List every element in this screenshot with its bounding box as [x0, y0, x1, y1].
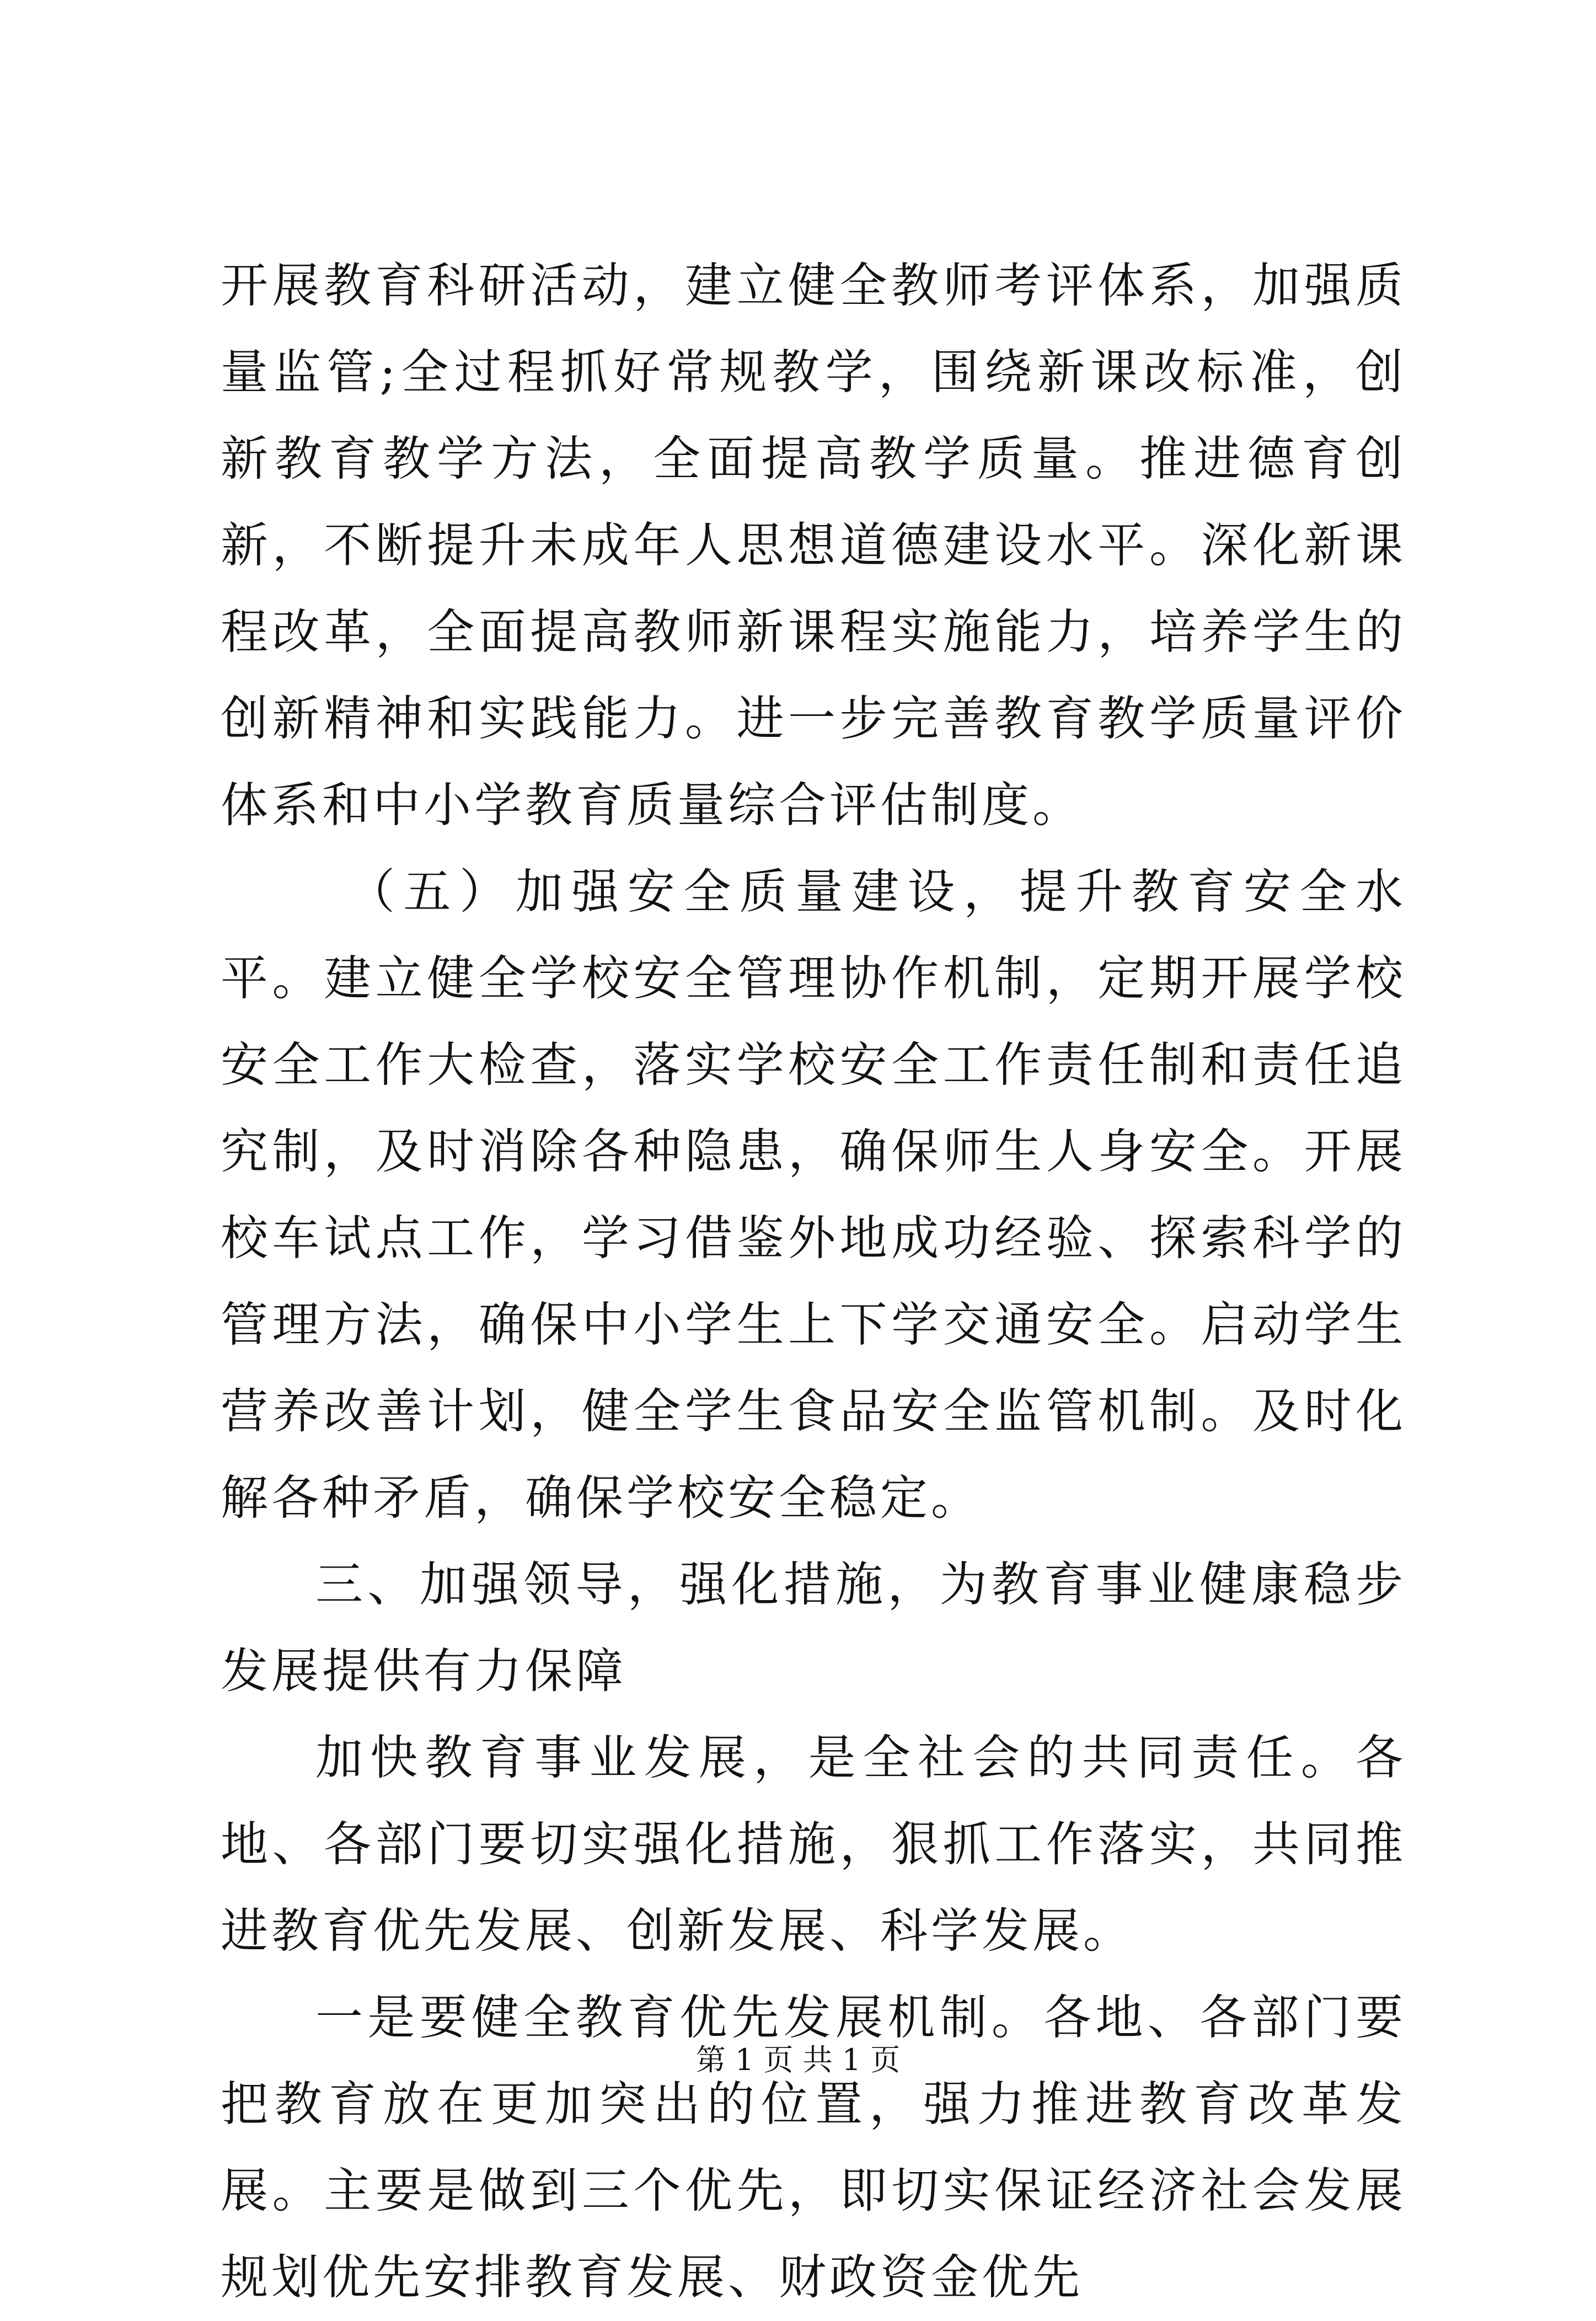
- section-heading-leadership: 三、加强领导，强化措施，为教育事业健康稳步发展提供有力保障: [221, 1557, 1406, 1699]
- page-footer: 第 1 页 共 1 页: [695, 2042, 901, 2077]
- paragraph-shared-responsibility: 加快教育事业发展，是全社会的共同责任。各地、各部门要切实强化措施，狠抓工作落实，共同推进教育优先发展、创新发展、科学发展。: [221, 1730, 1406, 1959]
- document-body: [221, 243, 1406, 2321]
- paragraph-priority-mechanism: 一是要健全教育优先发展机制。各地、各部门要把教育放在更加突出的位置，强力推进教育改革发展。主要是做到三个优先，即切实保证经济社会发展规划优先安排教育发展、财政资金优先: [221, 1990, 1406, 2305]
- paragraph-teaching-quality: 开展教育科研活动，建立健全教师考评体系，加强质量监管;全过程抓好常规教学，围绕新课改标准，创新教育教学方法，全面提高教学质量。推进德育创新，不断提升未成年人思想道德建设水平。深化新课程改革，全面提高教师新课程实施能力，培养学生的创新精神和实践能力。进一步完善教育教学质量评价体系和中小学教育质量综合评估制度。: [221, 258, 1406, 833]
- paragraph-safety-section: （五）加强安全质量建设，提升教育安全水平。建立健全学校安全管理协作机制，定期开展学校安全工作大检查，落实学校安全工作责任制和责任追究制，及时消除各种隐患，确保师生人身安全。开展校车试点工作，学习借鉴外地成功经验、探索科学的管理方法，确保中小学生上下学交通安全。启动学生营养改善计划，健全学生食品安全监管机制。及时化解各种矛盾，确保学校安全稳定。: [221, 864, 1406, 1526]
